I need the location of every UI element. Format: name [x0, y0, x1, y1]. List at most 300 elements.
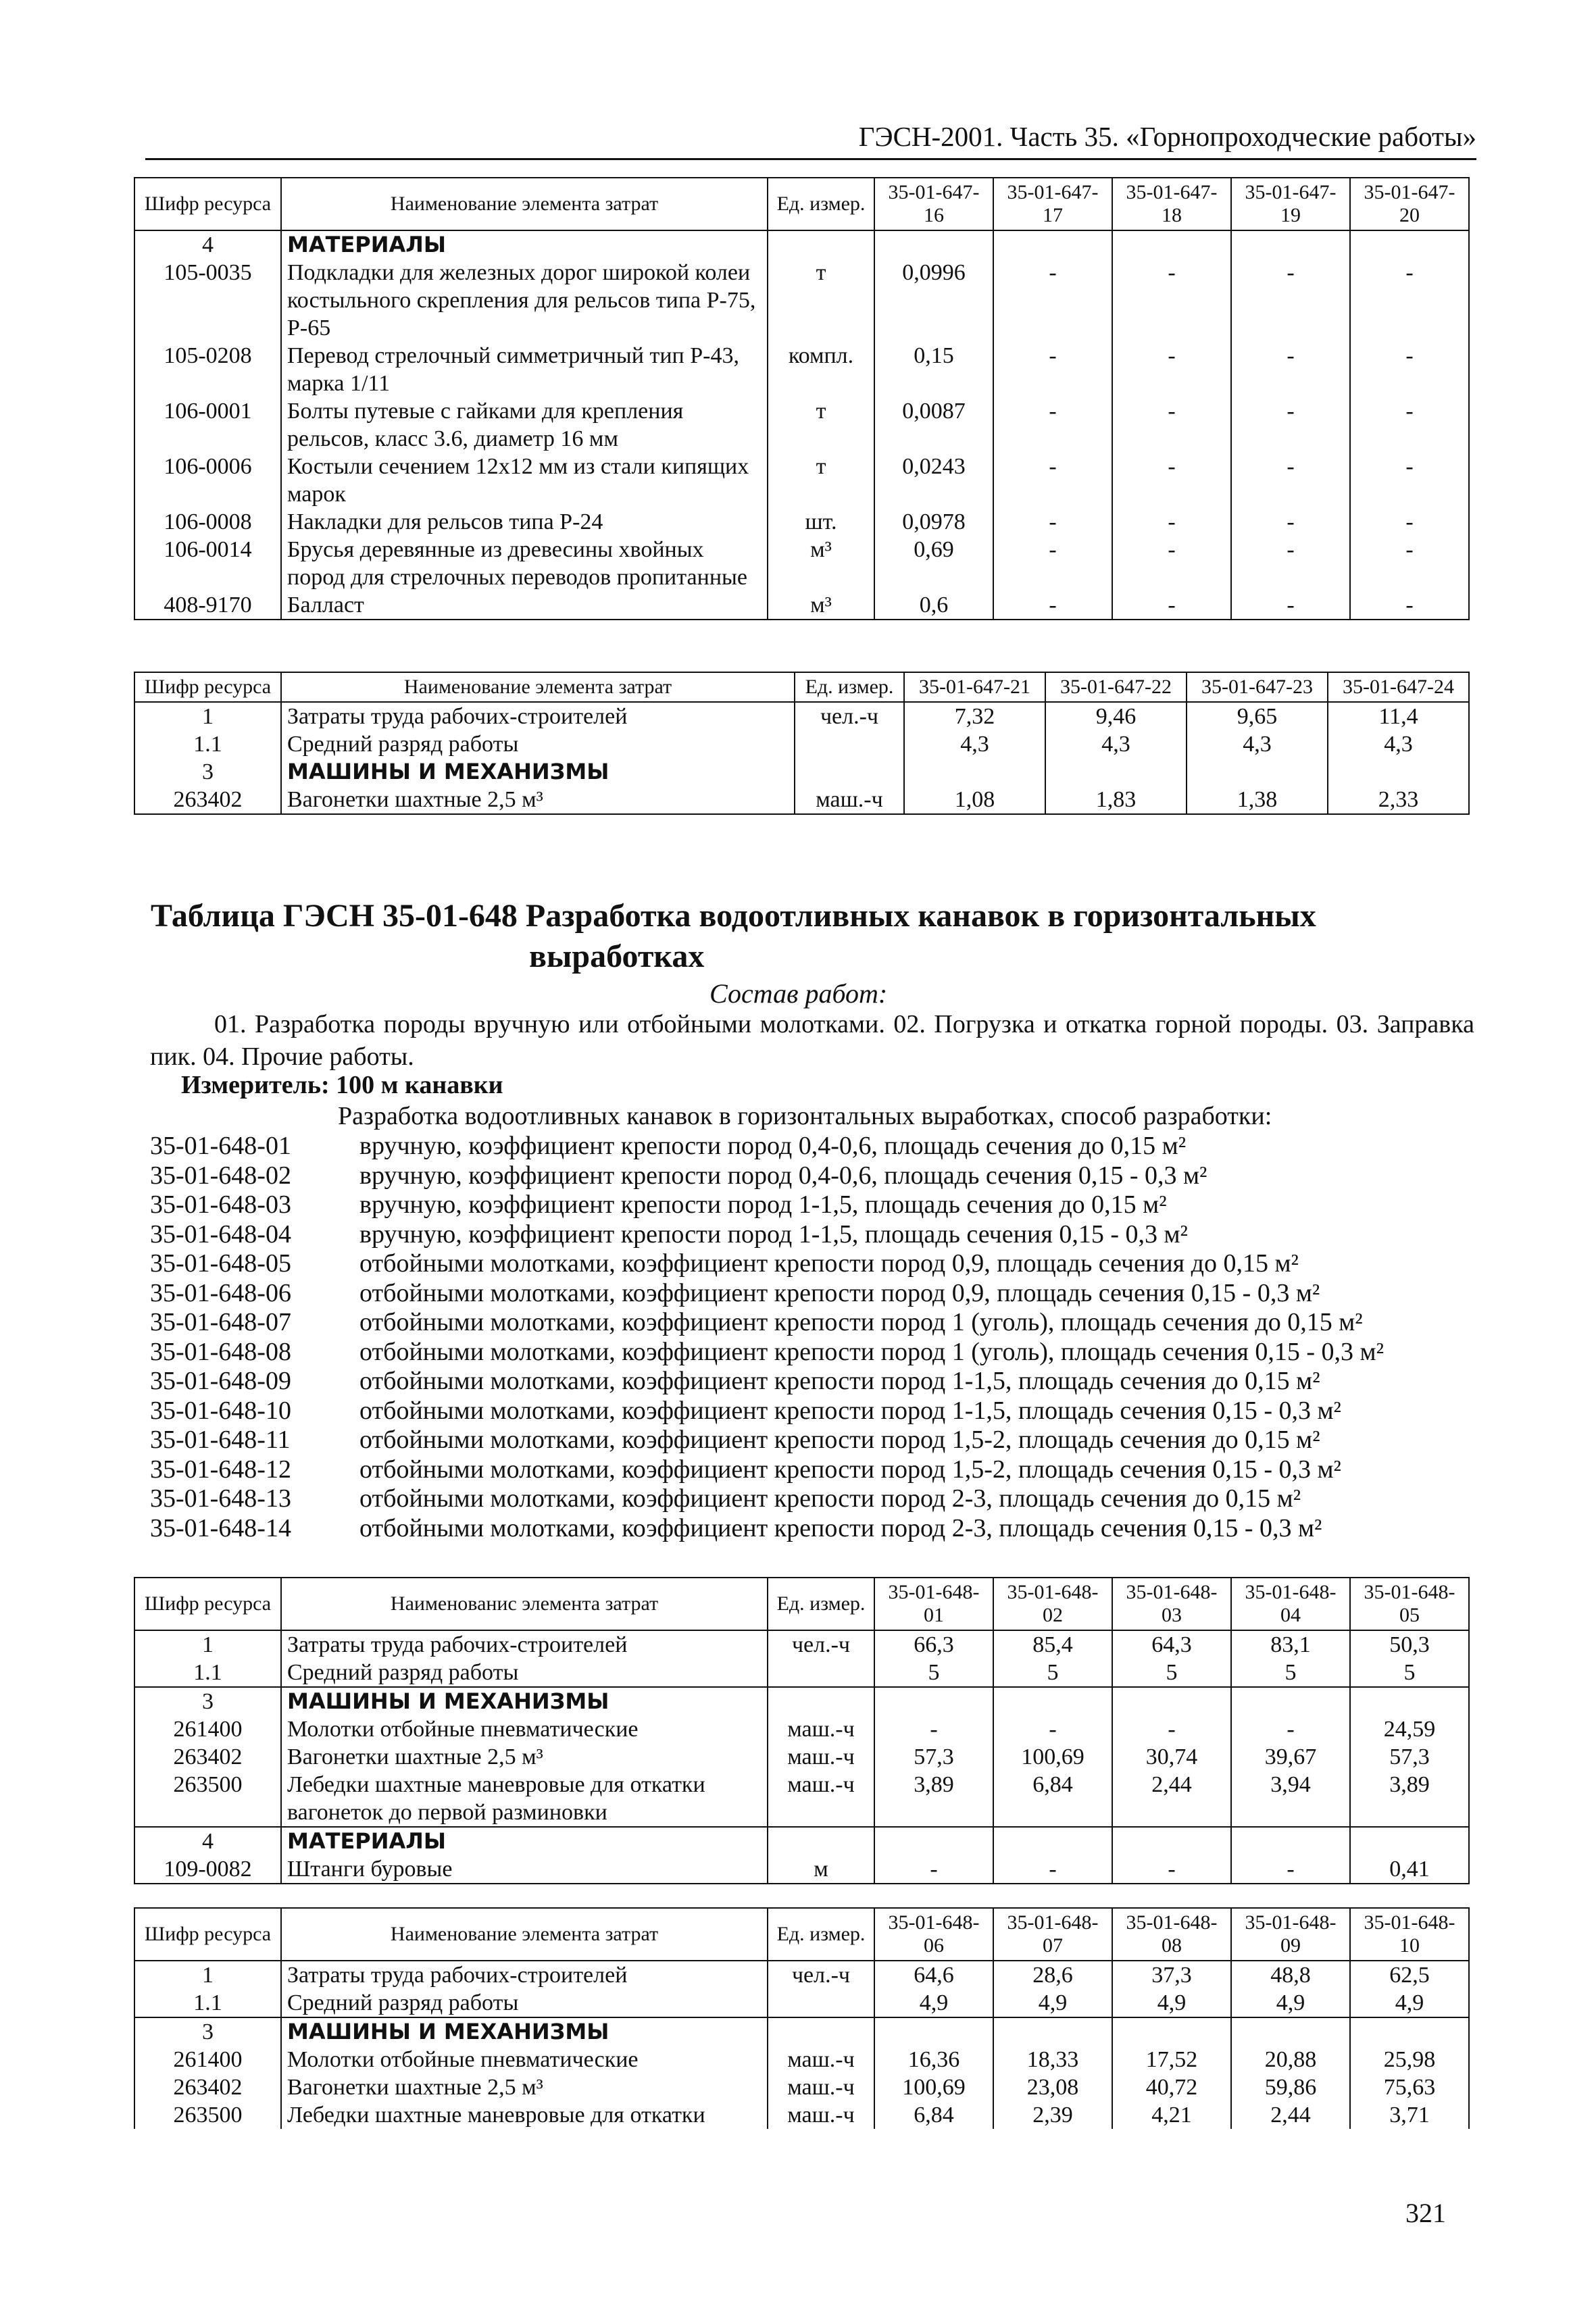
norm-value: 100,69	[874, 2073, 993, 2101]
list-item-code: 35-01-648-10	[150, 1396, 291, 1425]
composition-text: 01. Разработка породы вручную или отбойными молотками. 02. Погрузка и откатка горной породы. 03. Заправка пик. 04. Прочие работы.	[150, 1010, 1474, 1071]
codes-list	[150, 1132, 1474, 1543]
norm-value: 64,6	[874, 1961, 993, 1989]
resource-code: 3	[134, 2017, 281, 2046]
norm-value: -	[1231, 397, 1350, 453]
resource-unit	[795, 758, 904, 786]
table-row	[134, 730, 1469, 758]
norm-value: -	[1231, 259, 1350, 342]
list-item	[150, 1367, 1474, 1397]
header-row	[134, 1578, 1469, 1630]
list-item-text: отбойными молотками, коэффициент крепости пород 2-3, площадь сечения 0,15 - 0,3 м²	[359, 1513, 1322, 1542]
resource-unit	[768, 230, 874, 259]
norm-value: 23,08	[993, 2073, 1112, 2101]
norm-value: 4,21	[1112, 2101, 1231, 2129]
list-item-code: 35-01-648-11	[150, 1426, 291, 1454]
norm-value: 0,69	[874, 536, 993, 591]
list-item	[150, 1279, 1474, 1309]
resource-table-648-06-10	[134, 1907, 1470, 2129]
resource-code: 106-0008	[134, 508, 281, 536]
list-item-code: 35-01-648-13	[150, 1484, 291, 1513]
norm-value: -	[993, 591, 1112, 620]
list-item	[150, 1132, 1474, 1161]
list-item-text: отбойными молотками, коэффициент крепости пород 0,9, площадь сечения 0,15 - 0,3 м²	[359, 1278, 1320, 1307]
norm-value: 2,33	[1328, 786, 1469, 814]
norm-value: 75,63	[1350, 2073, 1469, 2101]
table-row	[134, 1989, 1469, 2017]
list-item-code: 35-01-648-06	[150, 1278, 291, 1307]
norm-value: -	[1350, 508, 1469, 536]
norm-value: -	[993, 536, 1112, 591]
norm-value	[874, 2017, 993, 2046]
norm-value	[993, 1687, 1112, 1715]
resource-unit: м	[768, 1855, 874, 1884]
resource-name: Затраты труда рабочих-строителей	[281, 1961, 768, 1989]
resource-name: Лебедки шахтные маневровые для откатки вагонеток до первой разминовки	[281, 1771, 768, 1827]
norm-value: 0,0243	[874, 453, 993, 508]
table-title-line2: выработках	[529, 938, 705, 974]
list-item-code: 35-01-648-03	[150, 1190, 291, 1219]
resource-code: 3	[134, 758, 281, 786]
resource-name: Молотки отбойные пневматические	[281, 2046, 768, 2073]
header-norm-code: 35-01-648-07	[993, 1908, 1112, 1961]
header-code: Шифр ресурса	[134, 672, 281, 702]
norm-value: -	[1350, 453, 1469, 508]
norm-value: -	[1350, 342, 1469, 397]
norm-value: -	[993, 259, 1112, 342]
norm-value: 0,0978	[874, 508, 993, 536]
list-item-text: вручную, коэффициент крепости пород 1-1,5, площадь сечения до 0,15 м²	[359, 1190, 1167, 1219]
list-item-code: 35-01-648-12	[150, 1455, 291, 1484]
header-name: Наименование элемента затрат	[281, 178, 768, 230]
norm-value: -	[993, 508, 1112, 536]
list-item	[150, 1161, 1474, 1191]
norm-value	[874, 1827, 993, 1855]
resource-name: Средний разряд работы	[281, 730, 795, 758]
resource-code: 109-0082	[134, 1855, 281, 1884]
list-item-code: 35-01-648-07	[150, 1308, 291, 1336]
norm-value: -	[1112, 397, 1231, 453]
resource-code: 263402	[134, 2073, 281, 2101]
resource-code: 263402	[134, 786, 281, 814]
table-row	[134, 1771, 1469, 1827]
norm-value	[1112, 2017, 1231, 2046]
list-item-text: отбойными молотками, коэффициент крепости пород 1 (уголь), площадь сечения 0,15 - 0,3 м²	[359, 1337, 1384, 1366]
list-item-text: отбойными молотками, коэффициент крепости пород 1-1,5, площадь сечения 0,15 - 0,3 м²	[359, 1396, 1341, 1425]
norm-value	[1112, 1687, 1231, 1715]
norm-value: -	[1112, 453, 1231, 508]
table-title-line1: Таблица ГЭСН 35-01-648 Разработка водоотливных канавок в горизонтальных	[151, 898, 1316, 934]
table-row	[134, 2101, 1469, 2129]
norm-value: 66,3	[874, 1630, 993, 1659]
norm-value	[1350, 1687, 1469, 1715]
resource-unit	[795, 730, 904, 758]
header-unit: Ед. измер.	[795, 672, 904, 702]
list-item	[150, 1308, 1474, 1338]
resource-unit: маш.-ч	[768, 1715, 874, 1743]
resource-code: 408-9170	[134, 591, 281, 620]
norm-value: -	[1112, 259, 1231, 342]
norm-value: 4,9	[1112, 1989, 1231, 2017]
table-row	[134, 536, 1469, 591]
norm-value	[1350, 2017, 1469, 2046]
list-item	[150, 1249, 1474, 1279]
resource-name: Вагонетки шахтные 2,5 м³	[281, 1743, 768, 1771]
norm-value: 5	[1350, 1659, 1469, 1687]
resource-unit: маш.-ч	[768, 2046, 874, 2073]
norm-value: 25,98	[1350, 2046, 1469, 2073]
norm-value: 9,46	[1045, 702, 1187, 730]
norm-value: 5	[1112, 1659, 1231, 1687]
norm-value: -	[1112, 536, 1231, 591]
composition-heading: Состав работ:	[709, 978, 888, 1009]
resource-code: 106-0001	[134, 397, 281, 453]
resource-unit	[768, 1989, 874, 2017]
list-item-text: вручную, коэффициент крепости пород 1-1,5, площадь сечения 0,15 - 0,3 м²	[359, 1219, 1188, 1249]
resource-name: Средний разряд работы	[281, 1989, 768, 2017]
resource-unit	[768, 2017, 874, 2046]
table-row	[134, 453, 1469, 508]
norm-value: 2,39	[993, 2101, 1112, 2129]
norm-value	[1231, 230, 1350, 259]
resource-unit: чел.-ч	[768, 1961, 874, 1989]
resource-code: 263500	[134, 2101, 281, 2129]
header-name: Наименование элемента затрат	[281, 1908, 768, 1961]
norm-value: -	[1350, 591, 1469, 620]
norm-value: 20,88	[1231, 2046, 1350, 2073]
table-row	[134, 508, 1469, 536]
header-row	[134, 178, 1469, 230]
norm-value: 1,08	[904, 786, 1045, 814]
norm-value: 1,38	[1187, 786, 1328, 814]
norm-value: 4,9	[1231, 1989, 1350, 2017]
list-item-text: отбойными молотками, коэффициент крепости пород 1,5-2, площадь сечения до 0,15 м²	[359, 1426, 1320, 1454]
norm-value: 2,44	[1112, 1771, 1231, 1827]
norm-value: -	[1231, 342, 1350, 397]
norm-value	[993, 230, 1112, 259]
resource-code: 1	[134, 702, 281, 730]
resource-name: МАТЕРИАЛЫ	[281, 230, 768, 259]
resource-unit: маш.-ч	[768, 2073, 874, 2101]
norm-value: 4,9	[1350, 1989, 1469, 2017]
resource-table-648-01-05	[134, 1577, 1470, 1884]
header-code: Шифр ресурса	[134, 1578, 281, 1630]
norm-value: -	[1231, 591, 1350, 620]
norm-value	[904, 758, 1045, 786]
norm-value	[993, 2017, 1112, 2046]
resource-name: Брусья деревянные из древесины хвойных пород для стрелочных переводов пропитанные	[281, 536, 768, 591]
resource-unit	[768, 1659, 874, 1687]
norm-value: 4,9	[874, 1989, 993, 2017]
norm-value: 24,59	[1350, 1715, 1469, 1743]
norm-value: 4,3	[1187, 730, 1328, 758]
resource-unit: компл.	[768, 342, 874, 397]
resource-table-647-16-20	[134, 177, 1470, 620]
norm-value: 5	[1231, 1659, 1350, 1687]
norm-value: 3,89	[874, 1771, 993, 1827]
resource-name: Перевод стрелочный симметричный тип Р-43, марка 1/11	[281, 342, 768, 397]
table-title	[151, 896, 1448, 977]
list-item-code: 35-01-648-08	[150, 1337, 291, 1366]
norm-value: 0,41	[1350, 1855, 1469, 1884]
norm-value	[1231, 1687, 1350, 1715]
norm-value: 18,33	[993, 2046, 1112, 2073]
norm-value: -	[1231, 1715, 1350, 1743]
codes-list-heading: Разработка водоотливных канавок в горизонтальных выработках, способ разработки:	[338, 1102, 1272, 1130]
resource-name: Накладки для рельсов типа Р-24	[281, 508, 768, 536]
norm-value: -	[1112, 591, 1231, 620]
table-row	[134, 1743, 1469, 1771]
norm-value: -	[874, 1855, 993, 1884]
resource-unit: чел.-ч	[768, 1630, 874, 1659]
norm-value: 3,89	[1350, 1771, 1469, 1827]
resource-name: МАТЕРИАЛЫ	[281, 1827, 768, 1855]
resource-unit: т	[768, 453, 874, 508]
header-norm-code: 35-01-647-22	[1045, 672, 1187, 702]
norm-value: -	[993, 1855, 1112, 1884]
norm-value: -	[1350, 397, 1469, 453]
list-item-text: отбойными молотками, коэффициент крепости пород 1-1,5, площадь сечения до 0,15 м²	[359, 1367, 1320, 1395]
norm-value	[1328, 758, 1469, 786]
norm-value: 37,3	[1112, 1961, 1231, 1989]
list-item-text: отбойными молотками, коэффициент крепости пород 1,5-2, площадь сечения 0,15 - 0,3 м²	[359, 1455, 1341, 1484]
resource-name: Затраты труда рабочих-строителей	[281, 702, 795, 730]
list-item-code: 35-01-648-14	[150, 1513, 291, 1542]
resource-name: Вагонетки шахтные 2,5 м³	[281, 786, 795, 814]
resource-unit: маш.-ч	[768, 2101, 874, 2129]
norm-value	[1045, 758, 1187, 786]
norm-value: -	[1112, 1855, 1231, 1884]
norm-value	[1187, 758, 1328, 786]
norm-value: -	[1231, 508, 1350, 536]
resource-name: Болты путевые с гайками для крепления рельсов, класс 3.6, диаметр 16 мм	[281, 397, 768, 453]
header-norm-code: 35-01-647-23	[1187, 672, 1328, 702]
norm-value: -	[1112, 1715, 1231, 1743]
norm-value: 50,3	[1350, 1630, 1469, 1659]
resource-code: 106-0006	[134, 453, 281, 508]
list-item-text: вручную, коэффициент крепости пород 0,4-0,6, площадь сечения до 0,15 м²	[359, 1132, 1187, 1160]
norm-value	[874, 1687, 993, 1715]
resource-name: Затраты труда рабочих-строителей	[281, 1630, 768, 1659]
norm-value	[1350, 1827, 1469, 1855]
norm-value: -	[1231, 453, 1350, 508]
table-row	[134, 1961, 1469, 1989]
list-item	[150, 1190, 1474, 1220]
resource-code: 4	[134, 1827, 281, 1855]
resource-name: МАШИНЫ И МЕХАНИЗМЫ	[281, 2017, 768, 2046]
resource-name: Костыли сечением 12х12 мм из стали кипящих марок	[281, 453, 768, 508]
resource-unit: т	[768, 397, 874, 453]
norm-value: 62,5	[1350, 1961, 1469, 1989]
list-item	[150, 1338, 1474, 1367]
norm-value: -	[993, 342, 1112, 397]
norm-value: 17,52	[1112, 2046, 1231, 2073]
header-unit: Ед. измер.	[768, 1578, 874, 1630]
norm-value: -	[1231, 536, 1350, 591]
norm-value: -	[1231, 1855, 1350, 1884]
resource-code: 1	[134, 1630, 281, 1659]
list-item-code: 35-01-648-02	[150, 1161, 291, 1190]
header-norm-code: 35-01-648-09	[1231, 1908, 1350, 1961]
resource-name: Вагонетки шахтные 2,5 м³	[281, 2073, 768, 2101]
list-item	[150, 1514, 1474, 1544]
norm-value: -	[993, 453, 1112, 508]
table-row	[134, 259, 1469, 342]
page-number: 321	[1405, 2198, 1446, 2228]
header-row	[134, 672, 1469, 702]
norm-value: 83,1	[1231, 1630, 1350, 1659]
norm-value: 4,3	[904, 730, 1045, 758]
resource-code: 4	[134, 230, 281, 259]
norm-value: 0,15	[874, 342, 993, 397]
resource-code: 261400	[134, 2046, 281, 2073]
resource-code: 261400	[134, 1715, 281, 1743]
norm-value: 5	[874, 1659, 993, 1687]
table-row	[134, 1855, 1469, 1884]
header-norm-code: 35-01-647-24	[1328, 672, 1469, 702]
norm-value	[874, 230, 993, 259]
header-code: Шифр ресурса	[134, 1908, 281, 1961]
header-norm-code: 35-01-648-08	[1112, 1908, 1231, 1961]
resource-unit: маш.-ч	[795, 786, 904, 814]
table-row	[134, 342, 1469, 397]
norm-value: 16,36	[874, 2046, 993, 2073]
norm-value: 3,71	[1350, 2101, 1469, 2129]
table-row	[134, 2046, 1469, 2073]
norm-value: 59,86	[1231, 2073, 1350, 2101]
resource-unit: маш.-ч	[768, 1743, 874, 1771]
list-item	[150, 1220, 1474, 1250]
table-row	[134, 230, 1469, 259]
norm-value: -	[1112, 342, 1231, 397]
list-item-code: 35-01-648-04	[150, 1219, 291, 1249]
header-norm-code: 35-01-648-03	[1112, 1578, 1231, 1630]
list-item-text: отбойными молотками, коэффициент крепости пород 1 (уголь), площадь сечения до 0,15 м²	[359, 1308, 1363, 1336]
resource-unit: маш.-ч	[768, 1771, 874, 1827]
resource-code: 263402	[134, 1743, 281, 1771]
resource-name: МАШИНЫ И МЕХАНИЗМЫ	[281, 1687, 768, 1715]
list-item-code: 35-01-648-05	[150, 1249, 291, 1278]
table-row	[134, 702, 1469, 730]
norm-value	[1112, 1827, 1231, 1855]
resource-unit	[768, 1687, 874, 1715]
norm-value	[1231, 1827, 1350, 1855]
list-item	[150, 1426, 1474, 1455]
norm-value: 28,6	[993, 1961, 1112, 1989]
header-norm-code: 35-01-647-19	[1231, 178, 1350, 230]
list-item-text: отбойными молотками, коэффициент крепости пород 0,9, площадь сечения до 0,15 м²	[359, 1249, 1299, 1278]
resource-code: 1.1	[134, 1989, 281, 2017]
list-item	[150, 1484, 1474, 1514]
header-norm-code: 35-01-647-21	[904, 672, 1045, 702]
resource-name: Средний разряд работы	[281, 1659, 768, 1687]
header-norm-code: 35-01-648-01	[874, 1578, 993, 1630]
norm-value: -	[1350, 259, 1469, 342]
resource-name: Балласт	[281, 591, 768, 620]
list-item-text: отбойными молотками, коэффициент крепости пород 2-3, площадь сечения до 0,15 м²	[359, 1484, 1301, 1513]
norm-value: 40,72	[1112, 2073, 1231, 2101]
resource-code: 263500	[134, 1771, 281, 1827]
resource-name: МАШИНЫ И МЕХАНИЗМЫ	[281, 758, 795, 786]
resource-code: 106-0014	[134, 536, 281, 591]
table-row	[134, 2017, 1469, 2046]
norm-value: -	[1112, 508, 1231, 536]
table-row	[134, 397, 1469, 453]
resource-unit: чел.-ч	[795, 702, 904, 730]
resource-code: 105-0208	[134, 342, 281, 397]
table-row	[134, 591, 1469, 620]
norm-value: 3,94	[1231, 1771, 1350, 1827]
resource-code: 105-0035	[134, 259, 281, 342]
norm-value: 4,3	[1045, 730, 1187, 758]
header-norm-code: 35-01-647-17	[993, 178, 1112, 230]
resource-code: 1.1	[134, 730, 281, 758]
header-norm-code: 35-01-648-04	[1231, 1578, 1350, 1630]
table-row	[134, 2073, 1469, 2101]
norm-value: 6,84	[993, 1771, 1112, 1827]
norm-value: 0,6	[874, 591, 993, 620]
header-code: Шифр ресурса	[134, 178, 281, 230]
norm-value: 39,67	[1231, 1743, 1350, 1771]
norm-value: 64,3	[1112, 1630, 1231, 1659]
norm-value: -	[993, 1715, 1112, 1743]
resource-code: 3	[134, 1687, 281, 1715]
resource-unit: м³	[768, 591, 874, 620]
header-name: Наименование элемента затрат	[281, 672, 795, 702]
norm-value	[1350, 230, 1469, 259]
norm-value: 85,4	[993, 1630, 1112, 1659]
norm-value: -	[874, 1715, 993, 1743]
header-norm-code: 35-01-648-05	[1350, 1578, 1469, 1630]
norm-value: 9,65	[1187, 702, 1328, 730]
norm-value: -	[993, 397, 1112, 453]
norm-value: -	[1350, 536, 1469, 591]
header-norm-code: 35-01-648-10	[1350, 1908, 1469, 1961]
table-row	[134, 1715, 1469, 1743]
table-row	[134, 1630, 1469, 1659]
resource-name: Лебедки шахтные маневровые для откатки	[281, 2101, 768, 2129]
table-row	[134, 1659, 1469, 1687]
norm-value	[993, 1827, 1112, 1855]
running-title: ГЭСН-2001. Часть 35. «Горнопроходческие работы»	[858, 121, 1476, 152]
resource-code: 1	[134, 1961, 281, 1989]
resource-unit: м³	[768, 536, 874, 591]
resource-unit	[768, 1827, 874, 1855]
header-name: Наименованис элемента затрат	[281, 1578, 768, 1630]
norm-value: 1,83	[1045, 786, 1187, 814]
resource-code: 1.1	[134, 1659, 281, 1687]
norm-value: 5	[993, 1659, 1112, 1687]
resource-name: Штанги буровые	[281, 1855, 768, 1884]
resource-name: Подкладки для железных дорог широкой колеи костыльного скрепления для рельсов типа Р-75, Р-65	[281, 259, 768, 342]
resource-unit: т	[768, 259, 874, 342]
norm-value	[1231, 2017, 1350, 2046]
list-item	[150, 1397, 1474, 1426]
norm-value: 4,9	[993, 1989, 1112, 2017]
running-header	[145, 114, 1476, 160]
norm-value: 11,4	[1328, 702, 1469, 730]
norm-value: 0,0996	[874, 259, 993, 342]
norm-value: 0,0087	[874, 397, 993, 453]
table-row	[134, 1687, 1469, 1715]
header-unit: Ед. измер.	[768, 178, 874, 230]
resource-name: Молотки отбойные пневматические	[281, 1715, 768, 1743]
header-norm-code: 35-01-648-02	[993, 1578, 1112, 1630]
list-item-code: 35-01-648-01	[150, 1132, 291, 1160]
list-item-code: 35-01-648-09	[150, 1367, 291, 1395]
norm-value: 100,69	[993, 1743, 1112, 1771]
header-norm-code: 35-01-647-20	[1350, 178, 1469, 230]
